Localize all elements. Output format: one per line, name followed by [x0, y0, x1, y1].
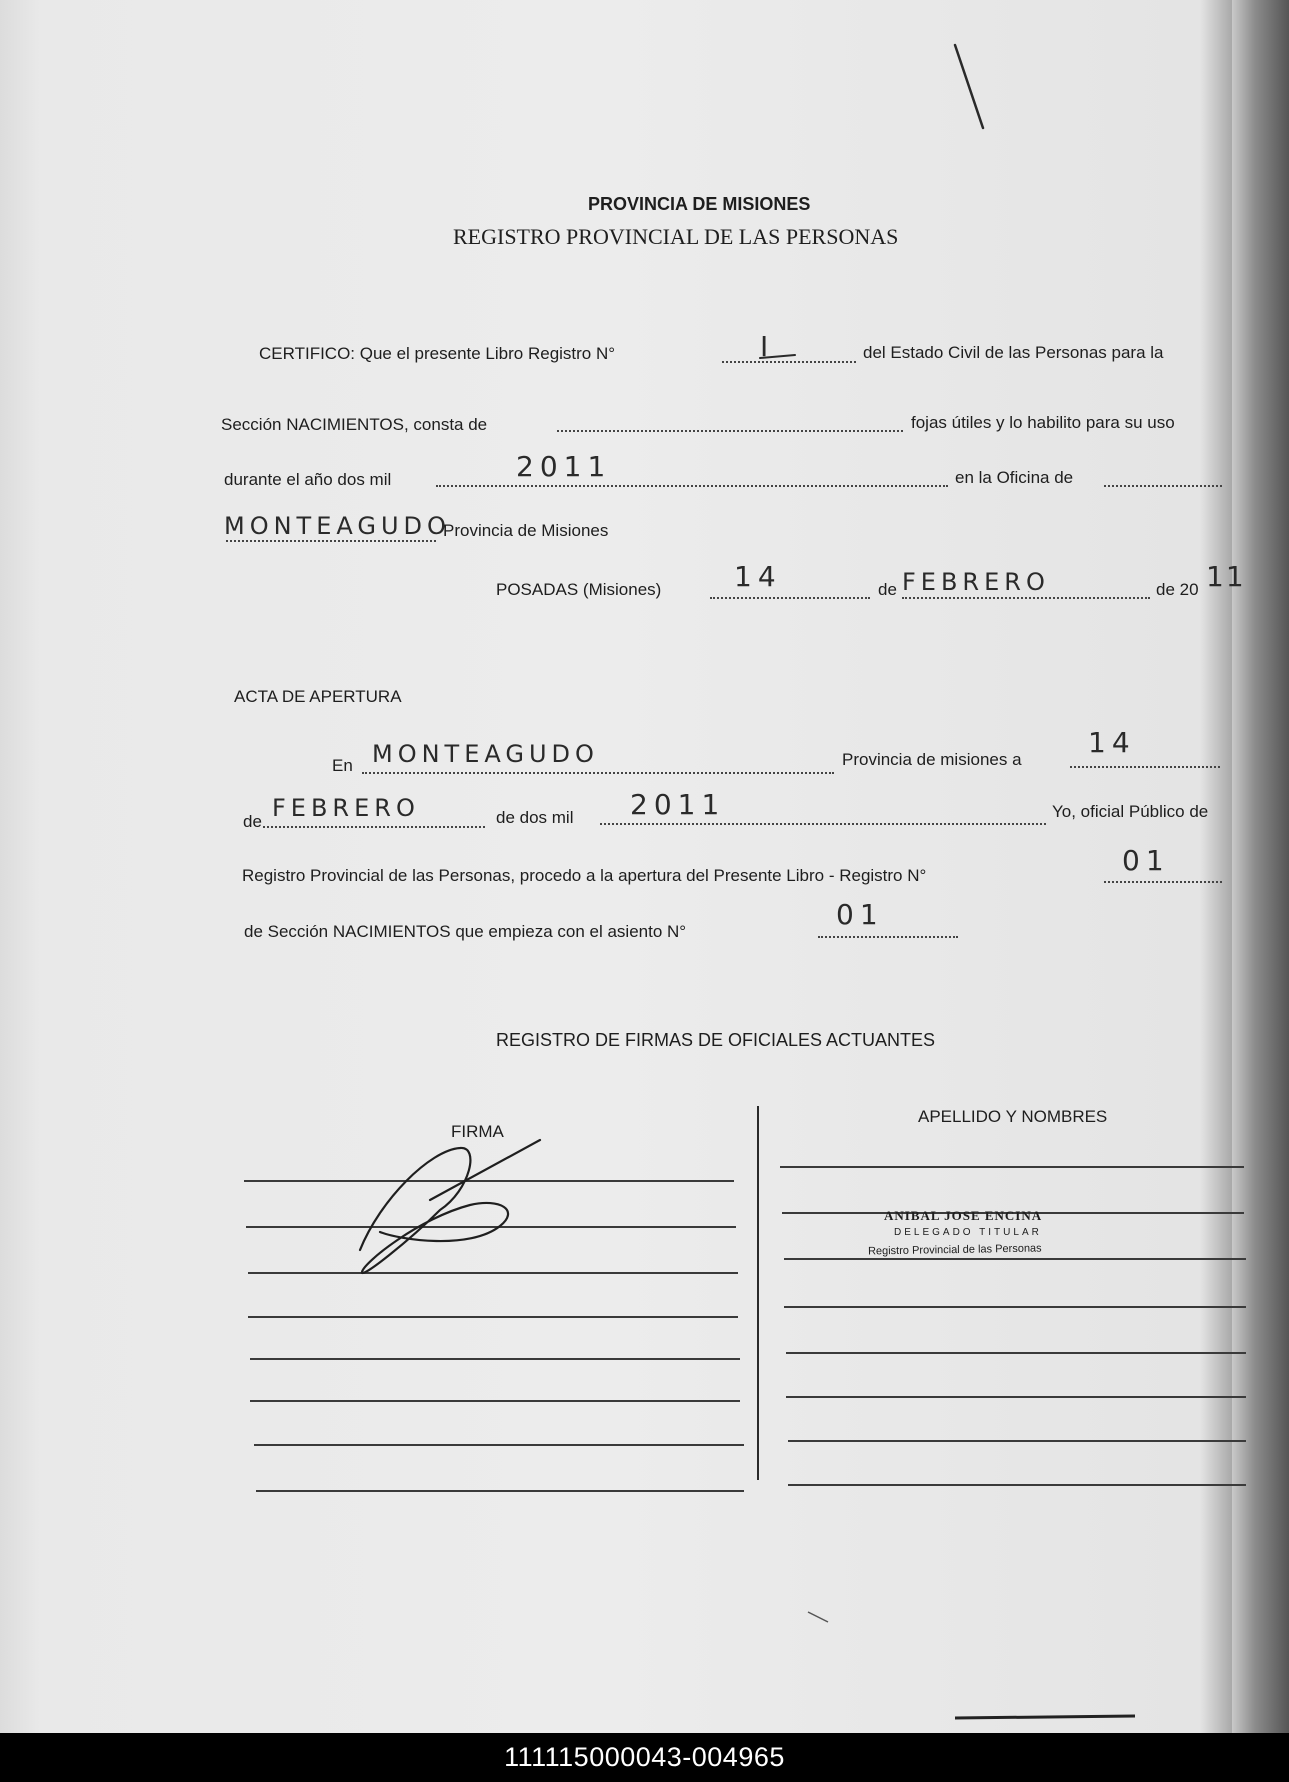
stamp-name: ANIBAL JOSE ENCINA: [884, 1208, 1043, 1223]
cert-year-short-handwritten: 11: [1206, 560, 1246, 593]
barcode-number: 111115000043-004965: [504, 1742, 785, 1772]
cert-line3-end: en la Oficina de: [955, 468, 1074, 487]
acta-title: ACTA DE APERTURA: [234, 687, 402, 706]
acta-anio-handwritten: 2011: [630, 788, 726, 821]
cert-line5-year-prefix: de 20: [1156, 580, 1199, 599]
cert-line2-text: Sección NACIMIENTOS, consta de: [221, 415, 488, 434]
pen-stroke-mark: [955, 45, 983, 128]
acta-line2-de: de: [243, 812, 262, 831]
col-nombres-header: APELLIDO Y NOMBRES: [918, 1107, 1108, 1126]
cert-line5-de: de: [878, 580, 897, 599]
cert-libro-handwritten: I: [760, 330, 775, 363]
barcode-footer: [0, 1733, 1289, 1782]
acta-line4: de Sección NACIMIENTOS que empieza con el asiento N°: [244, 922, 687, 941]
cert-line4-text: Provincia de Misiones: [443, 521, 609, 540]
acta-line3: Registro Provincial de las Personas, procedo a la apertura del Presente Libro - Registro N°: [242, 866, 927, 885]
acta-dia-handwritten: 14: [1088, 726, 1136, 759]
stamp-role: DELEGADO TITULAR: [894, 1227, 1042, 1238]
cert-line1-text: CERTIFICO: Que el presente Libro Registro N°: [259, 344, 616, 363]
header-registry: REGISTRO PROVINCIAL DE LAS PERSONAS: [453, 224, 899, 249]
cert-anio-handwritten: 2011: [516, 450, 612, 483]
cert-line5-place: POSADAS (Misiones): [496, 580, 662, 599]
pen-stroke-mark: [955, 1716, 1135, 1718]
header-province: PROVINCIA DE MISIONES: [588, 194, 811, 214]
acta-line1-prov: Provincia de misiones a: [842, 750, 1022, 769]
acta-asiento-handwritten: 01: [836, 898, 884, 931]
cert-mes-handwritten: FEBRERO: [902, 568, 1050, 596]
acta-line1-en: En: [332, 756, 353, 775]
acta-line2-dosmil: de dos mil: [496, 808, 574, 827]
cert-line1-end: del Estado Civil de las Personas para la: [863, 343, 1164, 362]
cert-line2-end: fojas útiles y lo habilito para su uso: [911, 413, 1175, 432]
stamp-office: Registro Provincial de las Personas: [867, 1242, 1042, 1258]
acta-mes-handwritten: FEBRERO: [272, 794, 420, 822]
cert-line3-text: durante el año dos mil: [224, 470, 392, 489]
pen-stroke-mark: [760, 355, 795, 358]
pen-stroke-mark: [808, 1612, 828, 1622]
handwritten-signature: [360, 1140, 540, 1273]
col-firma-header: FIRMA: [451, 1122, 504, 1141]
signatures-title: REGISTRO DE FIRMAS DE OFICIALES ACTUANTES: [496, 1030, 936, 1050]
acta-registro-handwritten: 01: [1122, 844, 1170, 877]
acta-line2-oficial: Yo, oficial Público de: [1052, 802, 1209, 821]
cert-dia-handwritten: 14: [734, 560, 782, 593]
acta-localidad-handwritten: MONTEAGUDO: [372, 740, 599, 768]
cert-oficina-handwritten: MONTEAGUDO: [224, 512, 451, 540]
